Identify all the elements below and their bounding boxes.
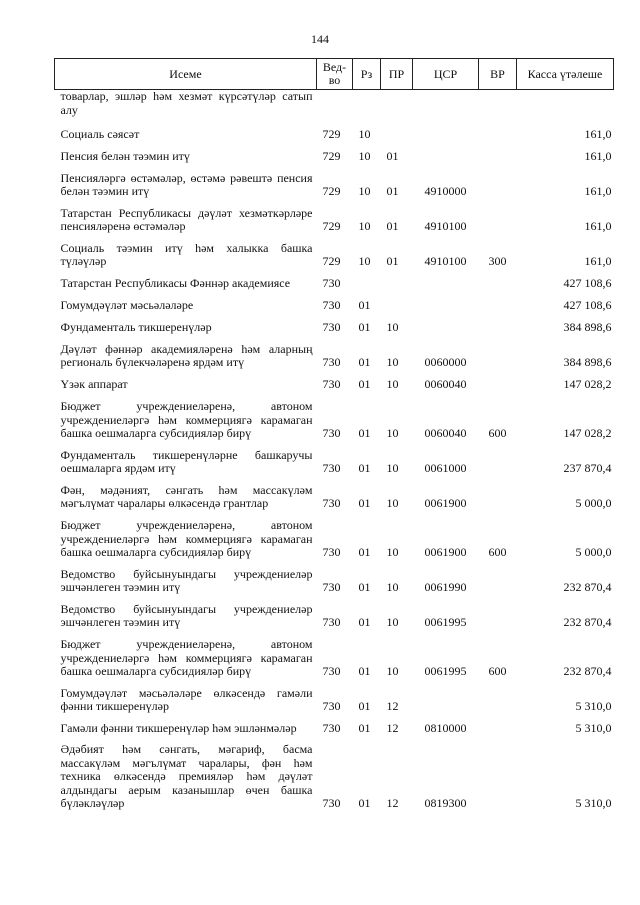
cell-csr: 4910100 [424, 219, 467, 233]
cell-rz: 01 [358, 298, 371, 312]
cell-name: Гамәли фәнни тикшеренүләр һәм эшләнмәләр [60, 721, 297, 735]
cell-kassa: 161,0 [584, 149, 612, 163]
cell-vr [479, 441, 517, 476]
cell-ved: 729 [322, 184, 341, 198]
table-row [55, 560, 614, 595]
cell-name: Бюджет учреждениеләренә, автоном учреждениеләргә һәм коммерциягә карамаган башка оешмаларга субсидияләр бирү [60, 518, 313, 559]
cell-kassa: 5 310,0 [575, 699, 612, 713]
cell-name: Үзәк аппарат [60, 377, 128, 391]
cell-csr [413, 679, 479, 714]
cell-csr: 0060000 [424, 355, 467, 369]
cell-vr: 600 [488, 545, 507, 559]
cell-csr: 0060040 [424, 426, 467, 440]
cell-vr [479, 335, 517, 370]
table-row [55, 142, 614, 164]
cell-pr: 10 [386, 664, 399, 678]
cell-ved: 730 [322, 580, 341, 594]
cell-pr: 01 [386, 219, 399, 233]
cell-rz: 01 [358, 496, 371, 510]
table-row [55, 199, 614, 234]
cell-ved: 730 [322, 615, 341, 629]
cell-ved: 730 [322, 796, 341, 810]
table-row [55, 234, 614, 269]
cell-csr: 0061995 [424, 615, 467, 629]
cell-vr: 300 [488, 254, 507, 268]
cell-pr: 10 [386, 461, 399, 475]
cell-pr: 10 [386, 545, 399, 559]
cell-kassa: 237 870,4 [563, 461, 612, 475]
cell-rz: 01 [358, 461, 371, 475]
cell-rz: 10 [358, 149, 371, 163]
cell-kassa: 147 028,2 [563, 377, 612, 391]
table-row [55, 313, 614, 335]
cell-name: Социаль тәэмин итү һәм халыкка башка түләүләр [60, 240, 313, 268]
cell-kassa: 232 870,4 [563, 615, 612, 629]
cell-ved: 729 [322, 254, 341, 268]
table-row [55, 335, 614, 370]
header-vr: ВР [479, 59, 517, 90]
cell-pr: 12 [386, 721, 399, 735]
cell-pr: 12 [386, 699, 399, 713]
cell-csr [413, 90, 479, 120]
cell-kassa: 384 898,6 [563, 320, 612, 334]
cell-ved: 730 [322, 545, 341, 559]
cell-vr [479, 736, 517, 811]
cell-rz: 01 [358, 355, 371, 369]
cell-csr: 0061900 [424, 496, 467, 510]
cell-csr: 0061900 [424, 545, 467, 559]
cell-rz: 01 [358, 615, 371, 629]
table-row [55, 511, 614, 560]
table-body [55, 90, 614, 811]
cell-ved: 730 [322, 461, 341, 475]
cell-kassa: 5 000,0 [575, 496, 612, 510]
cell-rz [353, 269, 381, 291]
cell-rz: 01 [358, 796, 371, 810]
table-row [55, 476, 614, 511]
table-row [55, 291, 614, 313]
header-csr: ЦСР [413, 59, 479, 90]
cell-ved: 730 [322, 699, 341, 713]
cell-rz: 01 [358, 377, 371, 391]
table-row [55, 441, 614, 476]
cell-kassa: 384 898,6 [563, 355, 612, 369]
table-row [55, 630, 614, 679]
cell-vr [479, 120, 517, 142]
cell-vr: 600 [488, 664, 507, 678]
cell-kassa: 5 000,0 [575, 545, 612, 559]
cell-pr: 10 [386, 426, 399, 440]
header-name: Исеме [55, 59, 317, 90]
cell-ved: 729 [322, 149, 341, 163]
cell-rz: 01 [358, 580, 371, 594]
cell-vr [479, 199, 517, 234]
cell-rz: 10 [358, 127, 371, 141]
cell-name: Социаль сәясәт [60, 127, 140, 141]
table-row [55, 120, 614, 142]
cell-kassa: 427 108,6 [563, 276, 612, 290]
table-row [55, 595, 614, 630]
cell-name: товарлар, эшләр һәм хезмәт күрсәтүләр сатып алу [60, 89, 313, 117]
cell-pr: 01 [386, 184, 399, 198]
cell-kassa: 232 870,4 [563, 664, 612, 678]
table-row [55, 164, 614, 199]
cell-ved: 730 [322, 664, 341, 678]
cell-name: Ведомство буйсынуындагы учреждениеләр эшчәнлеген тәэмин итү [60, 601, 313, 629]
cell-name: Пенсия белән тәэмин итү [60, 149, 190, 163]
cell-csr: 0810000 [424, 721, 467, 735]
cell-vr [479, 560, 517, 595]
cell-rz: 01 [358, 426, 371, 440]
cell-name: Әдәбият һәм сәнгать, мәгариф, басма массакүләм мәгълүмат чаралары, фән һәм техника өлкәсендә премияләр һәм дәүләт алдындагы аерым казанышлар өчен башка бүләкләүләр [60, 742, 313, 810]
cell-pr: 10 [386, 355, 399, 369]
cell-rz: 01 [358, 320, 371, 334]
cell-name: Татарстан Республикасы дәүләт хезмәткәрләре пенсияләренә өстәмәләр [60, 205, 313, 233]
cell-name: Фундаменталь тикшеренүләр [60, 320, 212, 334]
cell-ved: 730 [322, 426, 341, 440]
cell-vr [479, 291, 517, 313]
cell-rz: 01 [358, 699, 371, 713]
cell-rz: 01 [358, 664, 371, 678]
cell-kassa: 161,0 [584, 254, 612, 268]
cell-kassa: 161,0 [584, 184, 612, 198]
cell-vr [479, 476, 517, 511]
cell-pr: 10 [386, 496, 399, 510]
cell-vr [479, 142, 517, 164]
cell-csr [413, 120, 479, 142]
cell-pr [381, 120, 413, 142]
cell-rz: 01 [358, 545, 371, 559]
cell-name: Пенсияләргә өстәмәләр, өстәмә рәвештә пенсия белән тәэмин итү [60, 170, 313, 198]
cell-rz: 10 [358, 219, 371, 233]
table-row [55, 679, 614, 714]
cell-rz: 01 [358, 721, 371, 735]
cell-kassa: 427 108,6 [563, 298, 612, 312]
cell-vr [479, 714, 517, 736]
cell-csr: 4910100 [424, 254, 467, 268]
cell-pr: 10 [386, 615, 399, 629]
cell-ved: 729 [322, 219, 341, 233]
header-pr: ПР [381, 59, 413, 90]
table-row [55, 90, 614, 120]
cell-rz [353, 90, 381, 120]
cell-ved: 730 [322, 355, 341, 369]
cell-pr [381, 90, 413, 120]
cell-kassa: 232 870,4 [563, 580, 612, 594]
cell-name: Ведомство буйсынуындагы учреждениеләр эшчәнлеген тәэмин итү [60, 566, 313, 594]
cell-csr: 0061995 [424, 664, 467, 678]
cell-rz: 10 [358, 184, 371, 198]
header-ved: Вед-во [317, 59, 353, 90]
cell-vr [479, 90, 517, 120]
page-number: 144 [311, 32, 329, 46]
cell-csr [413, 142, 479, 164]
cell-pr: 01 [386, 254, 399, 268]
cell-pr: 01 [386, 149, 399, 163]
cell-vr [479, 269, 517, 291]
cell-csr: 0061000 [424, 461, 467, 475]
header-rz: Рз [353, 59, 381, 90]
cell-name: Дәүләт фәннәр академияләренә һәм аларның региональ бүлекчәләренә ярдәм итү [60, 341, 313, 369]
cell-pr: 10 [386, 377, 399, 391]
cell-csr: 0819300 [424, 796, 467, 810]
cell-kassa: 147 028,2 [563, 426, 612, 440]
cell-ved: 730 [322, 276, 341, 290]
cell-csr: 0060040 [424, 377, 467, 391]
cell-ved: 730 [322, 320, 341, 334]
cell-name: Бюджет учреждениеләренә, автоном учреждениеләргә һәм коммерциягә карамаган башка оешмаларга субсидияләр бирү [60, 399, 313, 440]
cell-kassa: 5 310,0 [575, 721, 612, 735]
table-header [55, 59, 614, 90]
table-row [55, 370, 614, 392]
cell-vr [479, 164, 517, 199]
table-row [55, 392, 614, 441]
cell-name: Гомумдәүләт мәсьәләләре [60, 298, 194, 312]
cell-pr: 10 [386, 580, 399, 594]
cell-vr [479, 595, 517, 630]
cell-name: Фән, мәдәният, сәнгать һәм массакүләм мәгълүмат чаралары өлкәсендә грантлар [60, 482, 313, 510]
cell-pr: 12 [386, 796, 399, 810]
cell-name: Бюджет учреждениеләренә, автоном учреждениеләргә һәм коммерциягә карамаган башка оешмаларга субсидияләр бирү [60, 637, 313, 678]
table-row [55, 269, 614, 291]
cell-csr [413, 291, 479, 313]
cell-csr [413, 269, 479, 291]
cell-vr [479, 313, 517, 335]
cell-pr [381, 291, 413, 313]
cell-ved: 730 [322, 377, 341, 391]
cell-ved: 729 [322, 127, 341, 141]
cell-name: Гомумдәүләт мәсьәләләре өлкәсендә гамәли фәнни тикшеренүләр [60, 685, 313, 713]
cell-ved: 730 [322, 721, 341, 735]
cell-csr: 0061990 [424, 580, 467, 594]
cell-ved [317, 90, 353, 120]
cell-vr [479, 370, 517, 392]
cell-kassa: 5 310,0 [575, 796, 612, 810]
cell-pr: 10 [386, 320, 399, 334]
header-kassa: Касса үтәлеше [517, 59, 614, 90]
cell-name: Татарстан Республикасы Фәннәр академиясе [60, 276, 291, 290]
cell-ved: 730 [322, 496, 341, 510]
cell-kassa: 161,0 [584, 219, 612, 233]
cell-rz: 10 [358, 254, 371, 268]
table-row [55, 714, 614, 736]
cell-kassa [517, 90, 614, 120]
cell-name: Фундаменталь тикшеренүләрне башкаручы оешмаларга ярдәм итү [60, 447, 313, 475]
cell-csr [413, 313, 479, 335]
cell-vr: 600 [488, 426, 507, 440]
cell-kassa: 161,0 [584, 127, 612, 141]
cell-csr: 4910000 [424, 184, 467, 198]
table-row [55, 736, 614, 811]
cell-vr [479, 679, 517, 714]
cell-pr [381, 269, 413, 291]
budget-table [54, 58, 614, 811]
cell-ved: 730 [322, 298, 341, 312]
